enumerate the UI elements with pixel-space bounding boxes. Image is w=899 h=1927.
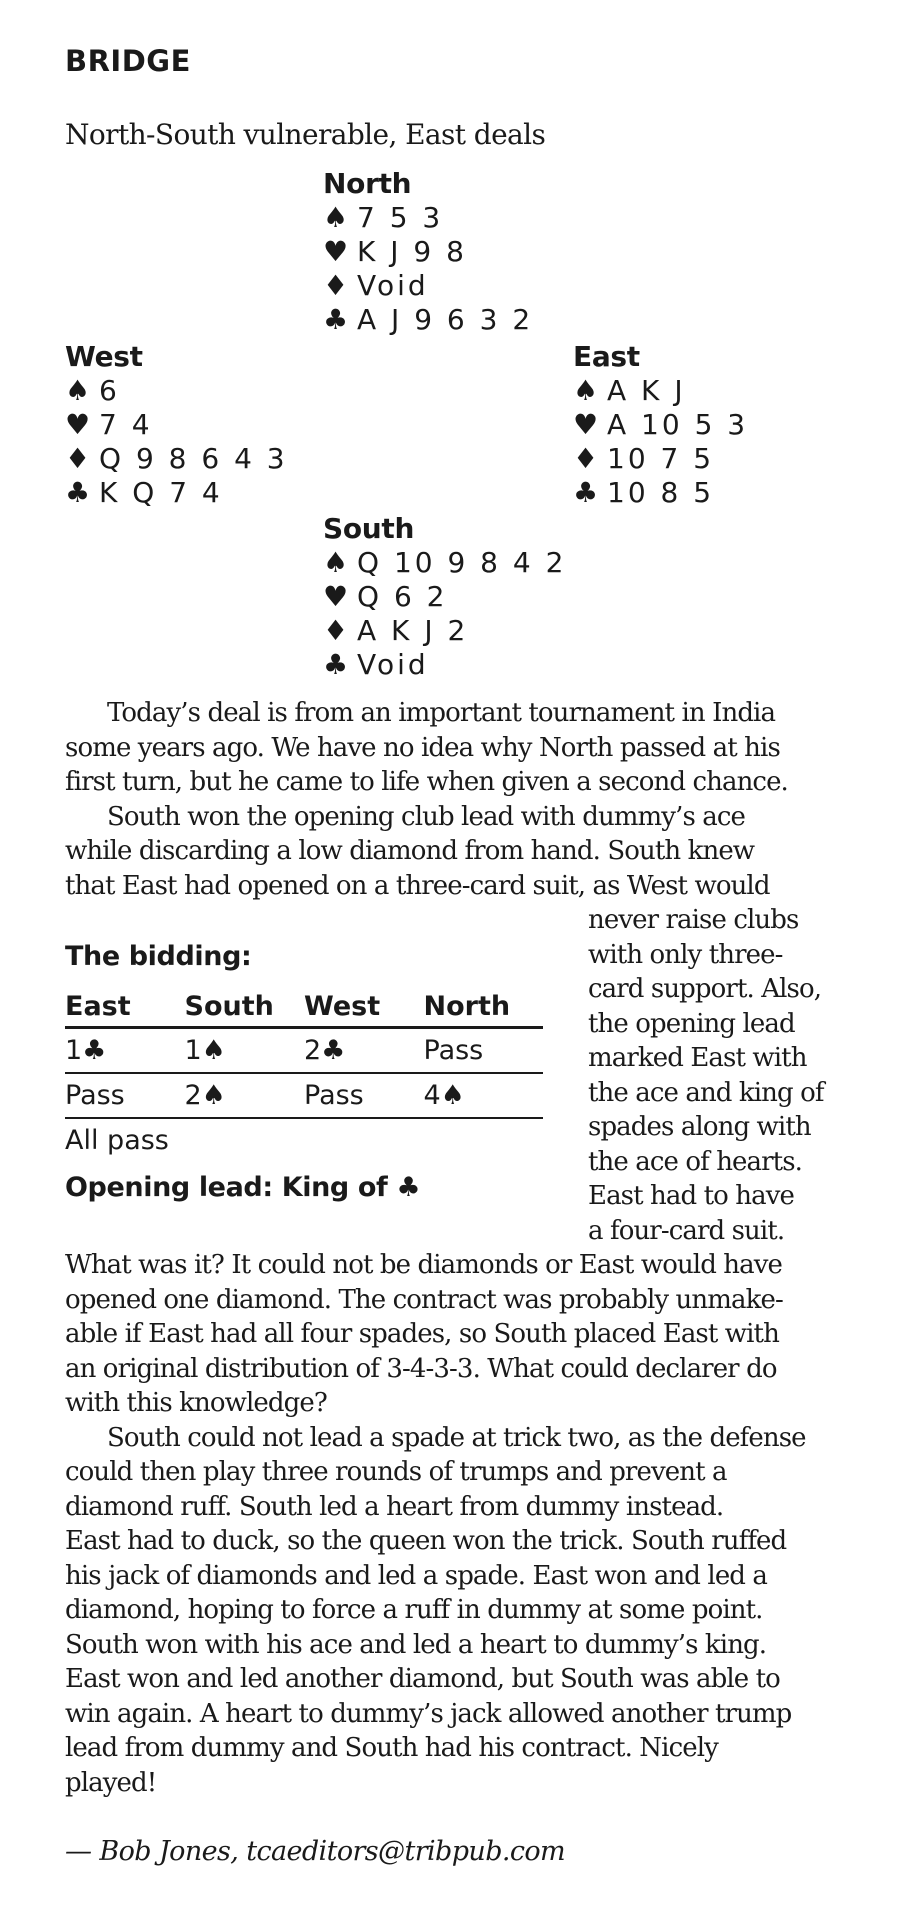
text-line: spades along with — [588, 1112, 811, 1142]
text-line: card support. Also, — [588, 974, 822, 1004]
table-row — [65, 1118, 543, 1162]
west-clubs: K Q 7 4 — [99, 476, 223, 509]
author-signature[interactable]: — Bob Jones, tcaeditors@tribpub.com — [65, 1836, 566, 1867]
paragraph-2-side-column — [588, 903, 824, 1248]
text-line: with only three- — [588, 939, 783, 970]
text-line: diamond, hoping to force a ruff in dummy at some point. — [65, 1595, 763, 1625]
bid-cell: 1♣ — [65, 1035, 107, 1066]
text-line: East had to have — [588, 1181, 794, 1211]
text-line: first turn, but he came to life when given a second chance. — [65, 767, 788, 797]
column-header: West — [304, 990, 381, 1022]
north-clubs: A J 9 6 3 2 — [357, 303, 534, 336]
text-line: South won with his ace and led a heart to dummy’s king. — [65, 1629, 767, 1660]
text-line: win again. A heart to dummy’s jack allowed another trump — [65, 1698, 792, 1729]
diamond-icon: ♦ — [65, 442, 91, 475]
spade-icon: ♠ — [65, 374, 91, 407]
north-hearts: K J 9 8 — [357, 235, 467, 268]
text-line: lead from dummy and South had his contract. Nicely — [65, 1733, 718, 1763]
text-line: an original distribution of 3-4-3-3. What could declarer do — [65, 1353, 777, 1384]
text-line: able if East had all four spades, so South placed East with — [65, 1319, 779, 1349]
text-line: East won and led another diamond, but South was able to — [65, 1664, 780, 1694]
text-line: South could not lead a spade at trick two, as the defense — [107, 1422, 806, 1453]
spade-icon: ♠ — [323, 546, 349, 579]
west-spades: 6 — [99, 374, 120, 407]
bid-cell: Pass — [65, 1080, 125, 1111]
table-row — [65, 1073, 543, 1118]
column-header: South — [184, 990, 274, 1022]
west-diamonds: Q 9 8 6 4 3 — [99, 442, 288, 475]
spade-icon: ♠ — [573, 374, 599, 407]
diamond-icon: ♦ — [573, 442, 599, 475]
club-icon: ♣ — [323, 648, 349, 681]
east-spades: A K J — [607, 374, 686, 407]
text-line: never raise clubs — [588, 905, 799, 935]
text-line: his jack of diamonds and led a spade. East won and led a — [65, 1560, 768, 1591]
text-line: South won the opening club lead with dummy’s ace — [107, 801, 746, 832]
opening-lead: Opening lead: King of ♣ — [65, 1172, 421, 1203]
south-hearts: Q 6 2 — [357, 580, 448, 613]
hand-name: North — [323, 167, 412, 200]
south-spades: Q 10 9 8 4 2 — [357, 546, 567, 579]
text-line: diamond ruff. South led a heart from dummy instead. — [65, 1491, 724, 1522]
heart-icon: ♥ — [323, 580, 349, 613]
north-spades: 7 5 3 — [357, 201, 444, 234]
hand-east — [573, 340, 748, 510]
bid-cell: Pass — [304, 1080, 364, 1111]
text-line: that East had opened on a three-card suit, as West would — [65, 870, 770, 901]
text-line: while discarding a low diamond from hand. South knew — [65, 836, 755, 866]
hand-west — [65, 340, 288, 510]
column-header: East — [65, 990, 131, 1022]
column-header: North — [423, 990, 511, 1022]
hand-south — [323, 512, 566, 682]
bid-cell: 2♠ — [184, 1080, 226, 1111]
west-hearts: 7 4 — [99, 408, 153, 441]
hand-north — [323, 167, 533, 337]
club-icon: ♣ — [323, 303, 349, 336]
table-row — [65, 1028, 543, 1074]
east-hearts: A 10 5 3 — [607, 408, 749, 441]
deal-conditions: North-South vulnerable, East deals — [65, 118, 546, 151]
diamond-icon: ♦ — [323, 269, 349, 302]
text-line: could then play three rounds of trumps and prevent a — [65, 1457, 727, 1487]
club-icon: ♣ — [65, 476, 91, 509]
east-diamonds: 10 7 5 — [607, 442, 715, 475]
text-line: the ace of hearts. — [588, 1146, 803, 1177]
east-clubs: 10 8 5 — [607, 476, 715, 509]
bid-cell: Pass — [423, 1035, 484, 1066]
text-line: opened one diamond. The contract was probably unmake- — [65, 1284, 783, 1315]
hand-name: South — [323, 512, 415, 545]
text-line: What was it? It could not be diamonds or East would have — [65, 1250, 783, 1280]
hand-name: West — [65, 340, 143, 373]
text-line: some years ago. We have no idea why North passed at his — [65, 732, 780, 763]
bid-cell: 2♣ — [304, 1035, 346, 1066]
text-line: played! — [65, 1767, 157, 1798]
bidding-heading: The bidding: — [65, 941, 252, 972]
text-line: marked East with — [588, 1043, 807, 1073]
text-line: Today’s deal is from an important tournament in India — [107, 698, 776, 728]
south-clubs: Void — [357, 648, 429, 681]
text-line: with this knowledge? — [65, 1388, 327, 1418]
paragraph-2-continued — [65, 1248, 806, 1800]
text-line: East had to duck, so the queen won the trick. South ruffed — [65, 1526, 787, 1556]
heart-icon: ♥ — [65, 408, 91, 441]
final-bid: All pass — [65, 1125, 169, 1156]
heart-icon: ♥ — [573, 408, 599, 441]
bid-cell: 1♠ — [184, 1035, 226, 1066]
text-line: the ace and king of — [588, 1077, 824, 1108]
hand-name: East — [573, 340, 640, 373]
bidding-box — [65, 941, 543, 1203]
club-icon: ♣ — [573, 476, 599, 509]
bid-cell: 4♠ — [423, 1080, 465, 1111]
text-line: the opening lead — [588, 1008, 795, 1039]
spade-icon: ♠ — [323, 201, 349, 234]
south-diamonds: A K J 2 — [357, 614, 469, 647]
north-diamonds: Void — [357, 269, 429, 302]
heart-icon: ♥ — [323, 235, 349, 268]
paragraph-1 — [65, 696, 788, 903]
page-title: BRIDGE — [65, 44, 191, 78]
diamond-icon: ♦ — [323, 614, 349, 647]
bidding-table — [65, 986, 543, 1162]
text-line: a four-card suit. — [588, 1215, 785, 1246]
